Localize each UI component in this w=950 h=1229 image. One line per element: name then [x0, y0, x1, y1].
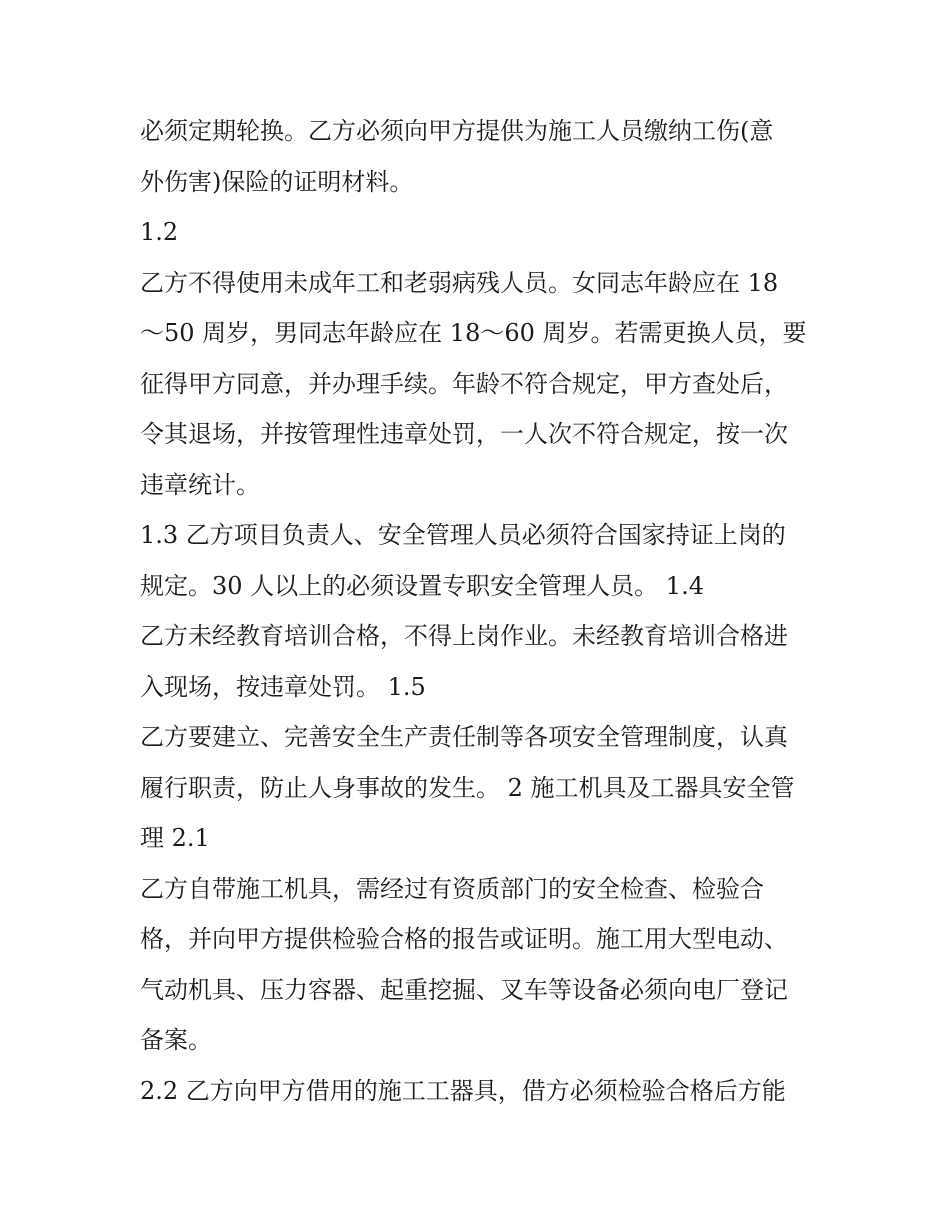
text-line: 乙方自带施工机具，需经过有资质部门的安全检查、检验合 [140, 874, 764, 903]
document-page [140, 106, 830, 1116]
text-line: ～50 周岁，男同志年龄应在 18～60 周岁。若需更换人员，要 [140, 319, 807, 347]
text-line: 履行职责，防止人身事故的发生。 2 施工机具及工器具安全管 [140, 773, 795, 802]
text-line: 外伤害)保险的证明材料。 [140, 167, 414, 196]
document-body [140, 106, 830, 1116]
text-line: 征得甲方同意，并办理手续。年龄不符合规定，甲方查处后， [140, 369, 788, 398]
text-line: 2.2 乙方向甲方借用的施工工器具，借方必须检验合格后方能 [140, 1076, 786, 1105]
text-line: 乙方要建立、完善安全生产责任制等各项安全管理制度，认真 [140, 723, 788, 751]
text-line: 备案。 [140, 1026, 212, 1054]
text-line: 令其退场，并按管理性违章处罚，一人次不符合规定，按一次 [140, 420, 788, 448]
section-number: 1.2 [140, 218, 179, 246]
text-line: 乙方未经教育培训合格，不得上岗作业。未经教育培训合格进 [140, 622, 788, 650]
text-line: 1.3 乙方项目负责人、安全管理人员必须符合国家持证上岗的 [140, 521, 786, 549]
text-line: 理 2.1 [140, 824, 210, 852]
text-line: 规定。30 人以上的必须设置专职安全管理人员。 1.4 [140, 571, 704, 600]
text-line: 乙方不得使用未成年工和老弱病残人员。女同志年龄应在 18 [140, 268, 779, 297]
text-line: 气动机具、压力容器、起重挖掘、叉车等设备必须向电厂登记 [140, 975, 788, 1004]
text-line: 必须定期轮换。乙方必须向甲方提供为施工人员缴纳工伤(意 [140, 117, 774, 145]
text-line: 入现场，按违章处罚。 1.5 [140, 672, 426, 701]
text-line: 违章统计。 [140, 470, 260, 499]
text-line: 格，并向甲方提供检验合格的报告或证明。施工用大型电动、 [140, 925, 788, 953]
